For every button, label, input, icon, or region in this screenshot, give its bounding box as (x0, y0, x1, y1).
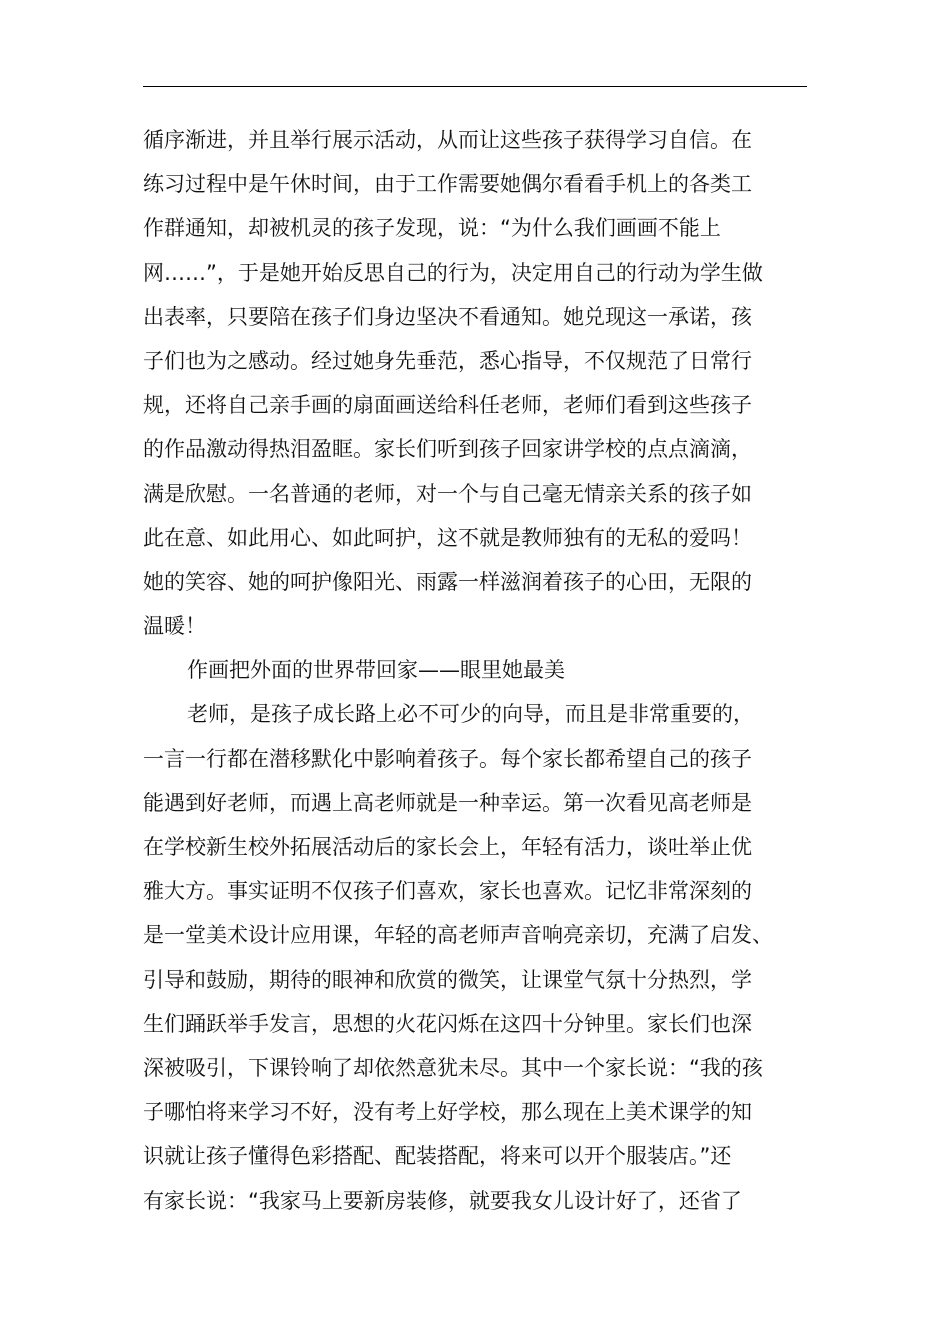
text-line: 的作品激动得热泪盈眶。家长们听到孩子回家讲学校的点点滴滴， (143, 437, 752, 462)
text-line: 子哪怕将来学习不好，没有考上好学校，那么现在上美术课学的知 (143, 1100, 752, 1125)
text-line: 雅大方。事实证明不仅孩子们喜欢，家长也喜欢。记忆非常深刻的 (143, 879, 752, 904)
text-line: 有家长说：“我家马上要新房装修，就要我女儿设计好了，还省了 (143, 1188, 742, 1213)
text-line: 在学校新生校外拓展活动后的家长会上，年轻有活力，谈吐举止优 (143, 835, 752, 859)
text-line: 引导和鼓励，期待的眼神和欣赏的微笑，让课堂气氛十分热烈，学 (143, 967, 752, 992)
text-line: 一言一行都在潜移默化中影响着孩子。每个家长都希望自己的孩子 (143, 746, 752, 771)
text-line-first: 老师，是孩子成长路上必不可少的向导，而且是非常重要的， (187, 702, 754, 727)
text-line: 子们也为之感动。经过她身先垂范，悉心指导，不仅规范了日常行 (143, 348, 752, 373)
header-rule (143, 86, 807, 87)
text-line: 练习过程中是午休时间，由于工作需要她偶尔看看手机上的各类工 (143, 172, 752, 197)
text-line-last: 温暖！ (143, 614, 206, 639)
text-line: 深被吸引，下课铃响了却依然意犹未尽。其中一个家长说：“我的孩 (143, 1055, 763, 1080)
paragraph-1 (143, 118, 807, 648)
text-line: 生们踊跃举手发言，思想的火花闪烁在这四十分钟里。家长们也深 (143, 1011, 752, 1036)
paragraph-2 (143, 692, 807, 1222)
text-line: 识就让孩子懂得色彩搭配、配装搭配，将来可以开个服装店。”还 (143, 1144, 732, 1169)
text-line: 作群通知，却被机灵的孩子发现，说：“为什么我们画画不能上 (143, 216, 721, 241)
section-heading: 作画把外面的世界带回家——眼里她最美 (187, 658, 565, 683)
text-line: 出表率，只要陪在孩子们身边坚决不看通知。她兑现这一承诺，孩 (143, 304, 752, 329)
text-line: 规，还将自己亲手画的扇面画送给科任老师，老师们看到这些孩子 (143, 393, 752, 418)
document-body (143, 118, 807, 1223)
text-line: 网……”，于是她开始反思自己的行为，决定用自己的行动为学生做 (143, 260, 763, 285)
text-line: 循序渐进，并且举行展示活动，从而让这些孩子获得学习自信。在 (143, 128, 752, 152)
text-line: 此在意、如此用心、如此呵护，这不就是教师独有的无私的爱吗！ (143, 525, 752, 550)
text-line: 她的笑容、她的呵护像阳光、雨露一样滋润着孩子的心田，无限的 (143, 569, 752, 594)
text-line: 是一堂美术设计应用课，年轻的高老师声音响亮亲切，充满了启发、 (143, 923, 773, 948)
text-line: 满是欣慰。一名普通的老师，对一个与自己毫无情亲关系的孩子如 (143, 481, 752, 506)
text-line: 能遇到好老师，而遇上高老师就是一种幸运。第一次看见高老师是 (143, 790, 752, 815)
